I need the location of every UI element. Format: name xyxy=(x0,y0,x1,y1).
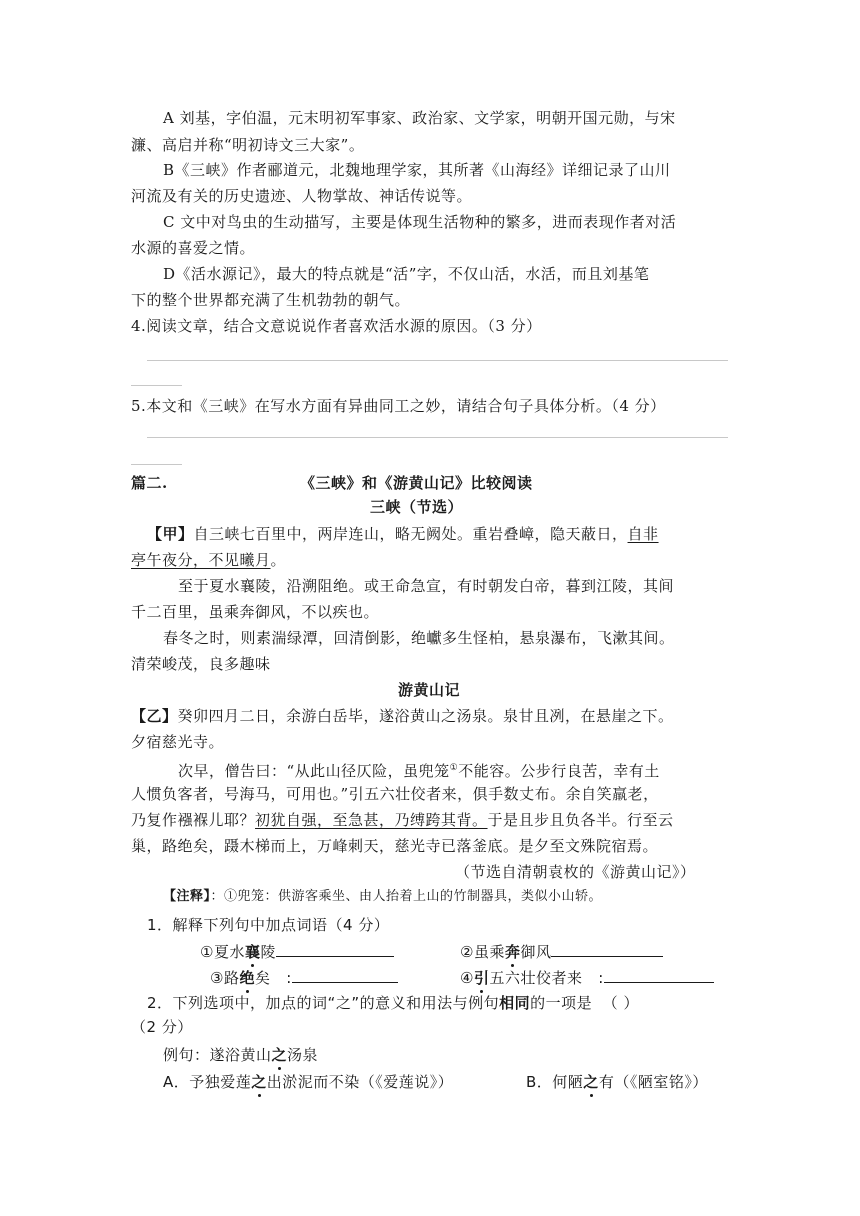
answer-line-q5-end[interactable] xyxy=(131,464,182,465)
note-text: ：①兜笼：供游客乘坐、由人抬着上山的竹制器具，类似小山轿。 xyxy=(210,889,603,904)
jia-p2-line1: 至于夏水襄陵，沿溯阻绝。或王命急宣，有时朝发白帝，暮到江陵，其间 xyxy=(178,577,675,595)
jia-p3-line2: 清荣峻茂，良多趣味 xyxy=(131,655,271,673)
option-d-line1: D《活水源记》，最大的特点就是“活”字，不仅山活，水活，而且刘基笔 xyxy=(163,265,650,283)
q2-option-b-dotted: 之 xyxy=(583,1073,599,1091)
yi-line2: 夕宿慈光寺。 xyxy=(131,733,225,751)
yi-p2-line3-b: 于是且步且负各半。行至云 xyxy=(487,811,674,829)
note xyxy=(163,886,602,908)
q2-example-dotted: 之 xyxy=(271,1046,288,1064)
jia-p2-line2: 千二百里，虽乘奔御风，不以疾也。 xyxy=(131,603,380,621)
q2-stem-bold: 相同 xyxy=(499,994,531,1012)
question-5: 5.本文和《三峡》在写水方面有异曲同工之妙，请结合句子具体分析。（4 分） xyxy=(131,397,666,415)
q2-option-b-b: 有（《陋室铭》） xyxy=(598,1073,708,1091)
answer-line-q4-end[interactable] xyxy=(131,385,182,386)
q2-option-a-b: 出淤泥而不染（《爱莲说》） xyxy=(266,1073,454,1091)
q1-item3-b: 矣 xyxy=(254,969,271,987)
sanxia-title: 三峡（节选） xyxy=(370,498,464,516)
jia-line2 xyxy=(131,549,286,571)
section-heading: 《三峡》和《游黄山记》比较阅读 xyxy=(300,474,533,492)
q1-stem: 1．解释下列句中加点词语（4 分） xyxy=(147,916,390,934)
jia-underlined-end: 亭午夜分，不见曦月 xyxy=(131,551,271,569)
q1-item2-blank[interactable] xyxy=(551,940,663,957)
option-c-line2: 水源的喜爱之情。 xyxy=(131,239,256,257)
q1-item2-b: 御风 xyxy=(520,943,552,961)
footnote-marker: ① xyxy=(449,763,459,773)
yi-mark: 【乙】 xyxy=(131,707,178,725)
yi-p2-line1-a: 次早，僧告曰：“从此山径仄险，虽兜笼 xyxy=(178,762,450,780)
q1-item4 xyxy=(460,966,714,989)
option-a-line1: A 刘基，字伯温，元末明初军事家、政治家、文学家，明朝开国元勋，与宋 xyxy=(163,109,676,127)
q2-example-b: 汤泉 xyxy=(287,1046,319,1064)
note-label: 【注释】 xyxy=(163,889,211,904)
q2-option-a-a: A．予独爱莲 xyxy=(163,1073,252,1091)
yi-p2-line3-a: 乃复作襁褓儿耶？ xyxy=(131,811,256,829)
q1-item1-b: 陵 xyxy=(260,943,276,961)
q1-item3-colon: : xyxy=(286,969,292,987)
q2-example xyxy=(163,1044,318,1066)
answer-line-q4[interactable] xyxy=(147,360,728,361)
jia-mark: 【甲】 xyxy=(147,525,194,543)
q1-item2 xyxy=(460,940,663,963)
q1-item1-blank[interactable] xyxy=(276,940,394,957)
q1-item2-a: ②虽乘 xyxy=(460,943,505,961)
jia-p3-line1: 春冬之时，则素湍绿潭，回清倒影，绝巘多生怪柏，悬泉瀑布，飞漱其间。 xyxy=(163,629,675,647)
q1-item4-colon: : xyxy=(598,969,604,987)
q1-item3-a: ③路 xyxy=(210,969,240,987)
q1-item3-dotted: 绝 xyxy=(239,969,255,987)
option-d-line2: 下的整个世界都充满了生机勃勃的朝气。 xyxy=(131,291,411,309)
q1-item1-dotted: 襄 xyxy=(244,943,261,961)
jia-line1 xyxy=(147,523,659,545)
yi-source: （节选自清朝袁枚的《游黄山记》） xyxy=(455,863,696,881)
q1-item3-blank[interactable] xyxy=(292,966,398,983)
jia-line2-tail: 。 xyxy=(270,551,287,569)
q1-item4-blank[interactable] xyxy=(604,966,714,983)
option-c-line1: C 文中对鸟虫的生动描写，主要是体现生活物种的繁多，进而表现作者对活 xyxy=(163,213,677,231)
yi-p2-line1 xyxy=(178,757,660,782)
q1-item1 xyxy=(200,940,394,963)
q1-item4-b: 五六壮佼者来 xyxy=(489,969,583,987)
q1-item3 xyxy=(210,966,398,989)
yi-line1 xyxy=(131,705,674,727)
option-b-line2: 河流及有关的历史遗迹、人物掌故、神话传说等。 xyxy=(131,187,473,205)
jia-underlined-start: 自非 xyxy=(627,525,659,543)
q1-item4-dotted: 引 xyxy=(473,969,490,987)
q1-item4-a: ④ xyxy=(460,969,474,987)
q2-stem xyxy=(147,992,639,1014)
yi-p2-line3 xyxy=(131,809,674,831)
option-b-line1: B《三峡》作者郦道元，北魏地理学家，其所著《山海经》详细记录了山川 xyxy=(163,161,671,179)
answer-line-q5[interactable] xyxy=(147,437,728,438)
q2-stem-a: 2．下列选项中，加点的词“之”的意义和用法与例句 xyxy=(147,994,500,1012)
q2-option-b xyxy=(526,1071,708,1093)
yi-underlined-sentence: 初犹自强，至急甚，乃缚跨其背。 xyxy=(255,811,488,829)
yi-p2-line2: 人惯负客者，号海马，可用也。”引五六壮佼者来，俱手数丈布。余自笑羸老， xyxy=(131,785,659,803)
q2-option-a-dotted: 之 xyxy=(251,1073,267,1091)
q2-score: （2 分） xyxy=(131,1018,193,1036)
option-a-line2: 濂、高启并称“明初诗文三大家”。 xyxy=(131,136,365,154)
yi-p2-line4: 巢，路绝矣，蹑木梯而上，万峰刺天，慈光寺已落釜底。是夕至文殊院宿焉。 xyxy=(131,837,659,855)
q2-example-a: 例句：遂浴黄山 xyxy=(163,1046,272,1064)
q2-stem-b: 的一项是 xyxy=(530,994,593,1012)
q2-option-a xyxy=(163,1071,453,1093)
yi-line1-text: 癸卯四月二日，余游白岳毕，遂浴黄山之汤泉。泉甘且冽，在悬崖之下。 xyxy=(177,707,674,725)
q2-option-b-a: B．何陋 xyxy=(526,1073,584,1091)
jia-line1-text: 自三峡七百里中，两岸连山，略无阙处。重岩叠嶂，隐天蔽日， xyxy=(193,525,628,543)
q1-item2-dotted: 奔 xyxy=(504,943,521,961)
section-label: 篇二. xyxy=(131,474,168,492)
q2-answer-paren[interactable]: （ ） xyxy=(602,994,639,1012)
yi-p2-line1-b: 不能容。公步行良苦，幸有土 xyxy=(458,762,660,780)
youhuang-title: 游黄山记 xyxy=(398,681,461,699)
q1-item1-a: ①夏水 xyxy=(200,943,245,961)
question-4: 4.阅读文章，结合文意说说作者喜欢活水源的原因。（3 分） xyxy=(131,317,542,335)
